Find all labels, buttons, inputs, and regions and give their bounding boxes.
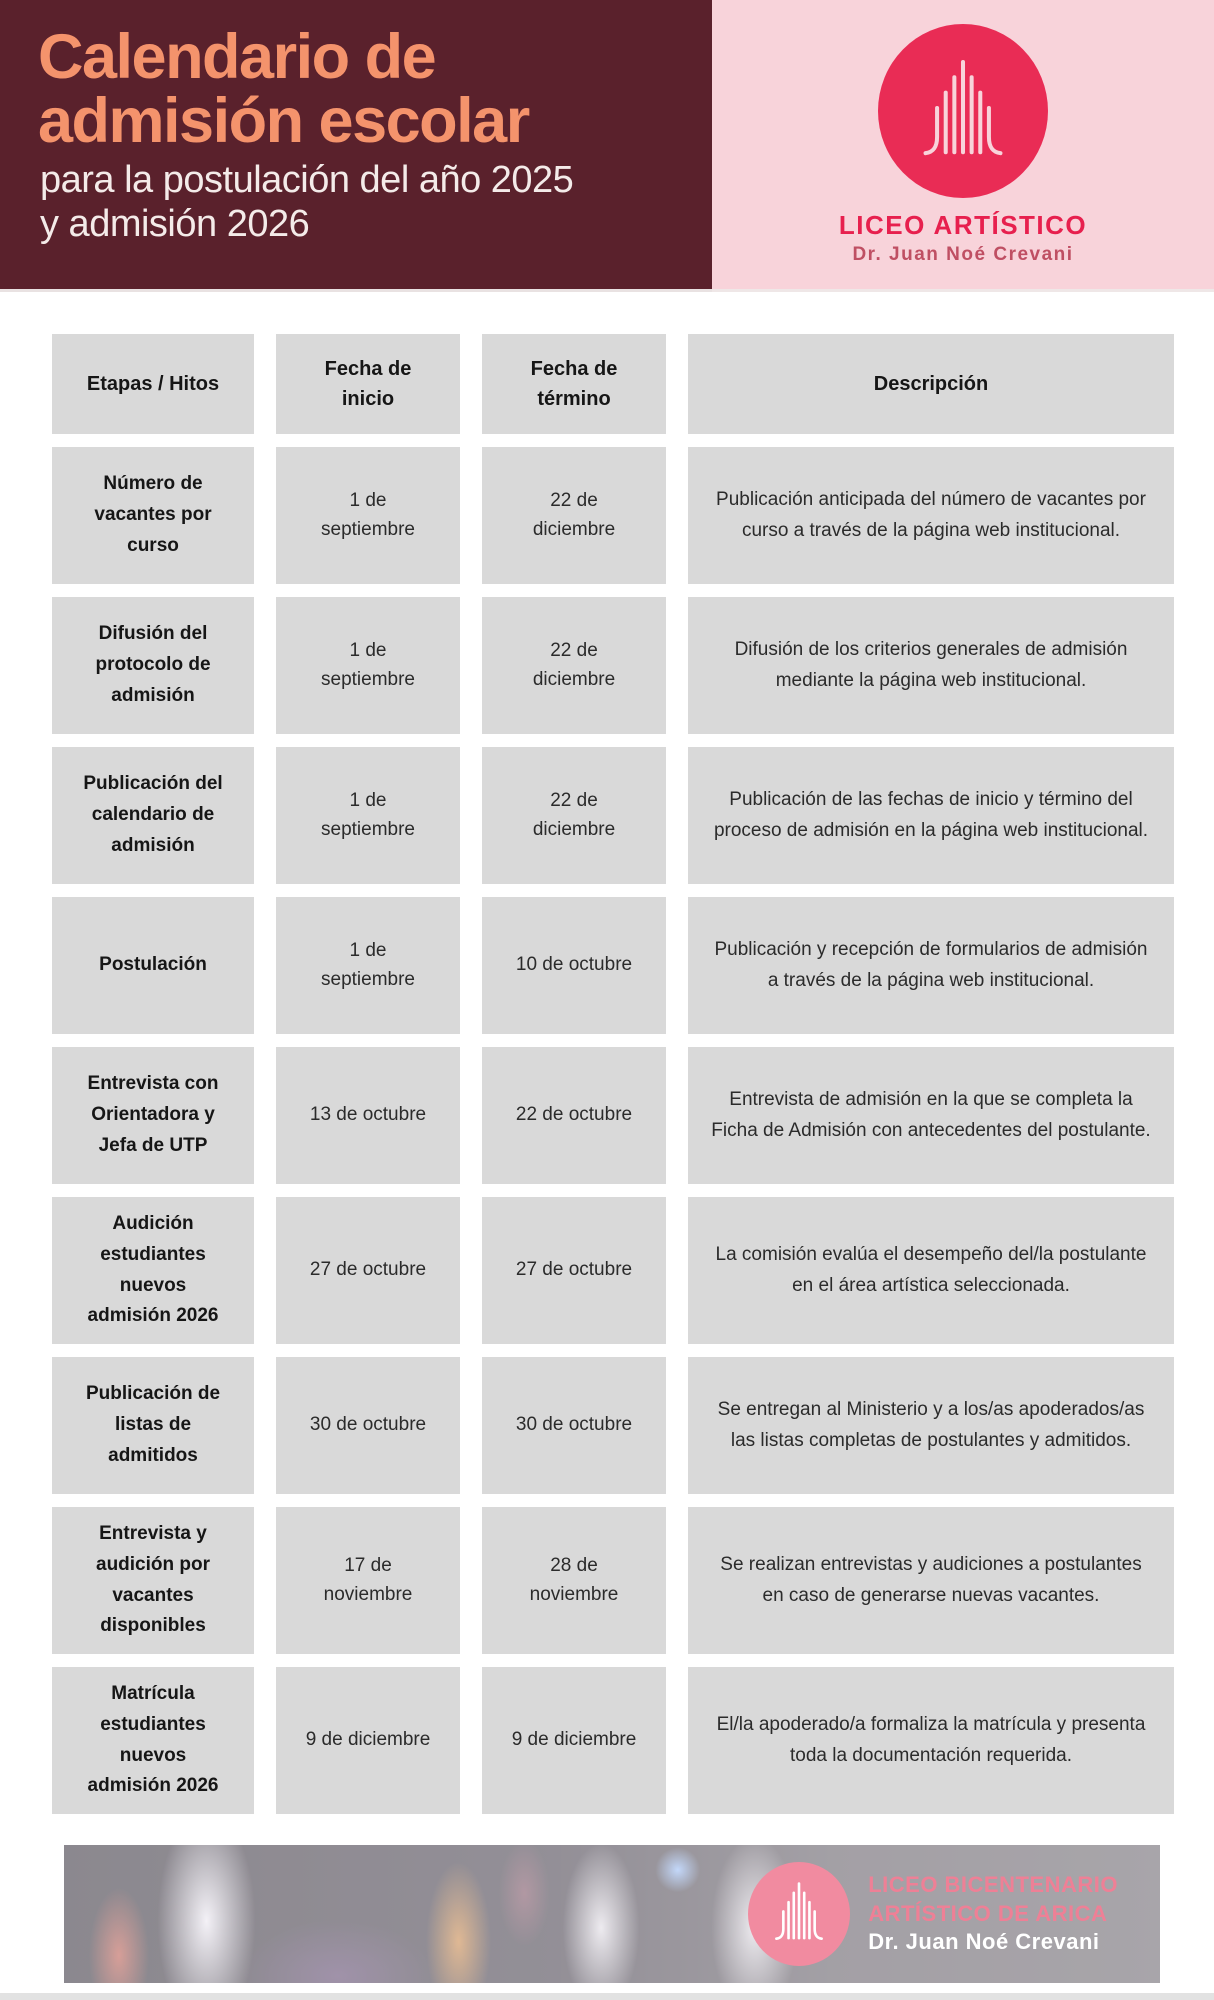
- start-date-cell: [276, 1507, 460, 1654]
- candle-lines-icon: [915, 55, 1011, 168]
- description-cell: [688, 1507, 1174, 1654]
- column-header-start-date: Fecha de inicio: [276, 334, 460, 434]
- stage-label: Entrevista y audición por vacantes disponibles: [96, 1523, 210, 1637]
- stage-cell: [52, 1667, 254, 1814]
- bottom-edge-bar: [0, 1993, 1214, 2000]
- stage-label: Número de vacantes por curso: [94, 473, 212, 556]
- stage-label: Postulación: [99, 954, 207, 976]
- school-logo: [878, 24, 1048, 198]
- description-label: Publicación de las fechas de inicio y término del proceso de admisión en la página web institucional.: [713, 788, 1149, 841]
- description-cell: [688, 897, 1174, 1034]
- stage-label: Entrevista con Orientadora y Jefa de UTP: [87, 1073, 219, 1156]
- end-date-cell: [482, 1357, 666, 1494]
- stage-label: Matrícula estudiantes nuevos admisión 2026: [87, 1683, 219, 1797]
- description-cell: [688, 447, 1174, 584]
- logo-subname: Dr. Juan Noé Crevani: [852, 244, 1074, 265]
- end-date-cell: [482, 897, 666, 1034]
- footer-brand-line2: ARTÍSTICO DE ARICA: [868, 1900, 1108, 1926]
- start-date-cell: [276, 1047, 460, 1184]
- column-header-end-date: Fecha de término: [482, 334, 666, 434]
- description-cell: [688, 597, 1174, 734]
- column-header-stage: Etapas / Hitos: [52, 334, 254, 434]
- description-cell: [688, 1667, 1174, 1814]
- end-date-label: 22 de diciembre: [532, 640, 616, 690]
- header-logo-panel: [712, 0, 1214, 292]
- end-date-label: 28 de noviembre: [529, 1555, 619, 1605]
- start-date-label: 17 de noviembre: [323, 1555, 413, 1605]
- page-header: [0, 0, 1214, 292]
- description-label: Entrevista de admisión en la que se completa la Ficha de Admisión con antecedentes del postulante.: [711, 1088, 1151, 1141]
- start-date-label: 13 de octubre: [309, 1104, 427, 1126]
- start-date-label: 9 de diciembre: [305, 1729, 431, 1751]
- stage-label: Publicación del calendario de admisión: [83, 773, 223, 856]
- end-date-cell: [482, 1047, 666, 1184]
- end-date-label: 30 de octubre: [515, 1414, 633, 1436]
- header-title-panel: [0, 0, 712, 292]
- start-date-cell: [276, 1667, 460, 1814]
- page-subtitle: para la postulación del año 2025 y admisión 2026: [40, 159, 574, 245]
- stage-cell: [52, 1197, 254, 1344]
- stage-cell: [52, 1507, 254, 1654]
- description-cell: [688, 1357, 1174, 1494]
- start-date-cell: [276, 1197, 460, 1344]
- description-label: El/la apoderado/a formaliza la matrícula y presenta toda la documentación requerida.: [716, 1713, 1146, 1766]
- start-date-label: 1 de septiembre: [321, 790, 415, 840]
- start-date-label: 30 de octubre: [309, 1414, 427, 1436]
- footer-photo-banner: [64, 1845, 1160, 1983]
- description-label: Se realizan entrevistas y audiciones a postulantes en caso de generarse nuevas vacantes.: [720, 1553, 1142, 1606]
- start-date-label: 1 de septiembre: [321, 640, 415, 690]
- stage-cell: [52, 747, 254, 884]
- end-date-label: 22 de diciembre: [532, 490, 616, 540]
- end-date-cell: [482, 597, 666, 734]
- logo-name: LICEO ARTÍSTICO: [838, 210, 1088, 240]
- admission-calendar-table: [52, 334, 1166, 1814]
- start-date-cell: [276, 747, 460, 884]
- start-date-label: 1 de septiembre: [321, 490, 415, 540]
- stage-label: Difusión del protocolo de admisión: [95, 623, 211, 706]
- footer-brand-text: [868, 1871, 1118, 1957]
- stage-cell: [52, 1357, 254, 1494]
- start-date-cell: [276, 897, 460, 1034]
- footer-logo: [748, 1862, 850, 1966]
- stage-cell: [52, 1047, 254, 1184]
- start-date-label: 27 de octubre: [309, 1259, 427, 1281]
- column-header-description: Descripción: [688, 334, 1174, 434]
- footer-brand-line1: LICEO BICENTENARIO: [868, 1872, 1118, 1898]
- description-label: Difusión de los criterios generales de admisión mediante la página web institucional.: [734, 638, 1128, 691]
- description-label: Se entregan al Ministerio y a los/as apoderados/as las listas completas de postulantes y admitidos.: [717, 1398, 1145, 1451]
- stage-cell: [52, 897, 254, 1034]
- footer-brand-line3: Dr. Juan Noé Crevani: [868, 1929, 1100, 1955]
- stage-cell: [52, 447, 254, 584]
- stage-label: Publicación de listas de admitidos: [85, 1383, 221, 1466]
- description-cell: [688, 1047, 1174, 1184]
- end-date-label: 22 de octubre: [515, 1104, 633, 1126]
- stage-label: Audición estudiantes nuevos admisión 2026: [87, 1213, 219, 1327]
- start-date-cell: [276, 1357, 460, 1494]
- end-date-label: 10 de octubre: [515, 954, 633, 976]
- start-date-cell: [276, 447, 460, 584]
- end-date-cell: [482, 1507, 666, 1654]
- stage-cell: [52, 597, 254, 734]
- start-date-label: 1 de septiembre: [321, 940, 415, 990]
- candle-lines-icon: [770, 1879, 828, 1950]
- end-date-label: 27 de octubre: [515, 1259, 633, 1281]
- end-date-cell: [482, 447, 666, 584]
- description-label: Publicación anticipada del número de vacantes por curso a través de la página web institucional.: [716, 488, 1146, 541]
- description-cell: [688, 1197, 1174, 1344]
- end-date-cell: [482, 747, 666, 884]
- description-cell: [688, 747, 1174, 884]
- footer-brand: [748, 1862, 1118, 1966]
- end-date-label: 9 de diciembre: [511, 1729, 637, 1751]
- description-label: Publicación y recepción de formularios de admisión a través de la página web institucional.: [714, 938, 1148, 991]
- end-date-label: 22 de diciembre: [532, 790, 616, 840]
- start-date-cell: [276, 597, 460, 734]
- description-label: La comisión evalúa el desempeño del/la postulante en el área artística seleccionada.: [715, 1243, 1147, 1296]
- end-date-cell: [482, 1667, 666, 1814]
- end-date-cell: [482, 1197, 666, 1344]
- page-title: Calendario de admisión escolar: [38, 22, 529, 156]
